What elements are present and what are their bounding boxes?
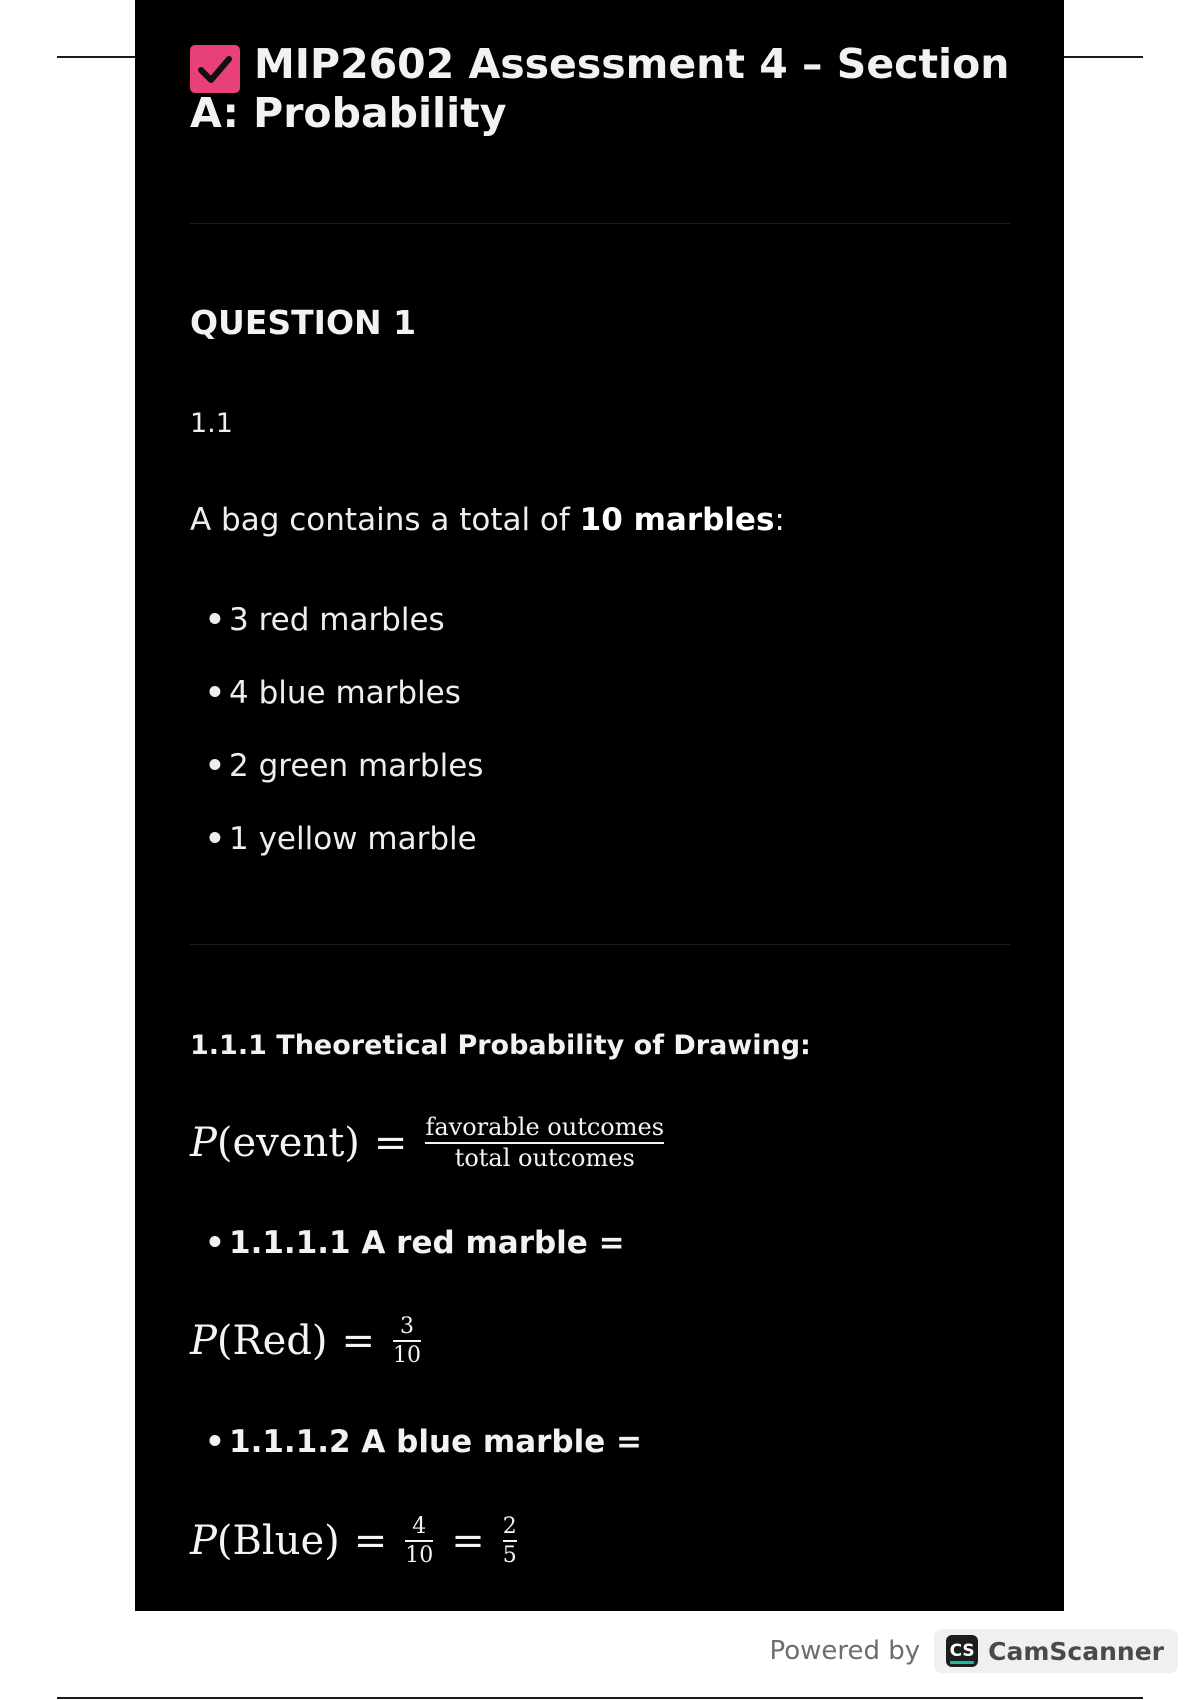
formula-fraction xyxy=(405,1515,433,1567)
top-rule-left xyxy=(57,56,137,58)
list-item xyxy=(205,673,483,746)
list-item xyxy=(205,819,483,892)
intro-bold: 10 marbles xyxy=(579,502,775,538)
formula-fraction xyxy=(425,1115,664,1170)
formula-denominator: 10 xyxy=(393,1343,422,1369)
formula-equals: = xyxy=(373,1119,408,1166)
probability-formula xyxy=(190,1115,668,1170)
fraction-bar xyxy=(393,1340,421,1342)
bullet: • xyxy=(205,1225,225,1261)
list-item xyxy=(205,600,483,673)
formula-arg: (Blue) xyxy=(216,1518,340,1565)
formula-equals: = xyxy=(341,1318,376,1365)
formula-p: P xyxy=(190,1318,217,1365)
formula-numerator: 2 xyxy=(502,1514,517,1539)
list-item-text: 3 red marbles xyxy=(229,602,445,638)
formula-denominator: total outcomes xyxy=(454,1146,635,1171)
formula-equals: = xyxy=(451,1518,485,1565)
intro-text xyxy=(190,502,785,538)
fraction-bar xyxy=(425,1142,664,1144)
formula-numerator: 4 xyxy=(412,1514,427,1539)
bullet: • xyxy=(205,821,225,857)
formula-fraction xyxy=(393,1315,421,1367)
subsection-number: 1.1 xyxy=(190,408,233,439)
bottom-rule xyxy=(57,1697,1143,1699)
list-item-text: 4 blue marbles xyxy=(229,675,461,711)
bullet: • xyxy=(205,748,225,784)
bullet: • xyxy=(205,602,225,638)
fraction-bar xyxy=(405,1540,433,1542)
divider xyxy=(190,223,1010,224)
formula-numerator: 3 xyxy=(400,1314,415,1339)
red-formula xyxy=(190,1315,425,1367)
camscanner-badge xyxy=(934,1629,1178,1673)
item-red-label xyxy=(205,1225,625,1261)
camscanner-brand: CamScanner xyxy=(988,1636,1164,1666)
formula-arg: (event) xyxy=(216,1119,360,1166)
formula-numerator: favorable outcomes xyxy=(425,1113,665,1141)
item-label-text: 1.1.1.2 A blue marble = xyxy=(229,1424,643,1460)
intro-prefix: A bag contains a total of xyxy=(190,502,580,538)
list-item xyxy=(205,746,483,819)
formula-denominator: 10 xyxy=(405,1543,434,1569)
marble-list xyxy=(205,600,483,892)
formula-p: P xyxy=(190,1119,217,1166)
footer-watermark xyxy=(769,1629,1178,1673)
fraction-bar xyxy=(503,1540,517,1542)
formula-arg: (Red) xyxy=(216,1318,328,1365)
document-panel xyxy=(135,0,1064,1611)
page-title xyxy=(190,40,1030,138)
camscanner-logo-icon: CS xyxy=(946,1635,978,1667)
subsection-heading: 1.1.1 Theoretical Probability of Drawing: xyxy=(190,1030,811,1061)
bullet: • xyxy=(205,675,225,711)
page-title-text: MIP2602 Assessment 4 – Section A: Probability xyxy=(190,40,1010,137)
powered-by-text: Powered by xyxy=(769,1636,921,1666)
formula-equals: = xyxy=(353,1518,388,1565)
list-item-text: 2 green marbles xyxy=(229,748,484,784)
item-label-text: 1.1.1.1 A red marble = xyxy=(229,1225,625,1261)
question-heading: QUESTION 1 xyxy=(190,303,417,342)
formula-p: P xyxy=(190,1518,217,1565)
intro-suffix: : xyxy=(774,502,785,538)
list-item-text: 1 yellow marble xyxy=(229,821,477,857)
blue-formula xyxy=(190,1515,521,1567)
item-blue-label xyxy=(205,1424,642,1460)
formula-fraction xyxy=(503,1515,517,1567)
formula-denominator: 5 xyxy=(502,1543,517,1569)
top-rule-right xyxy=(1063,56,1143,58)
divider xyxy=(190,944,1010,945)
bullet: • xyxy=(205,1424,225,1460)
